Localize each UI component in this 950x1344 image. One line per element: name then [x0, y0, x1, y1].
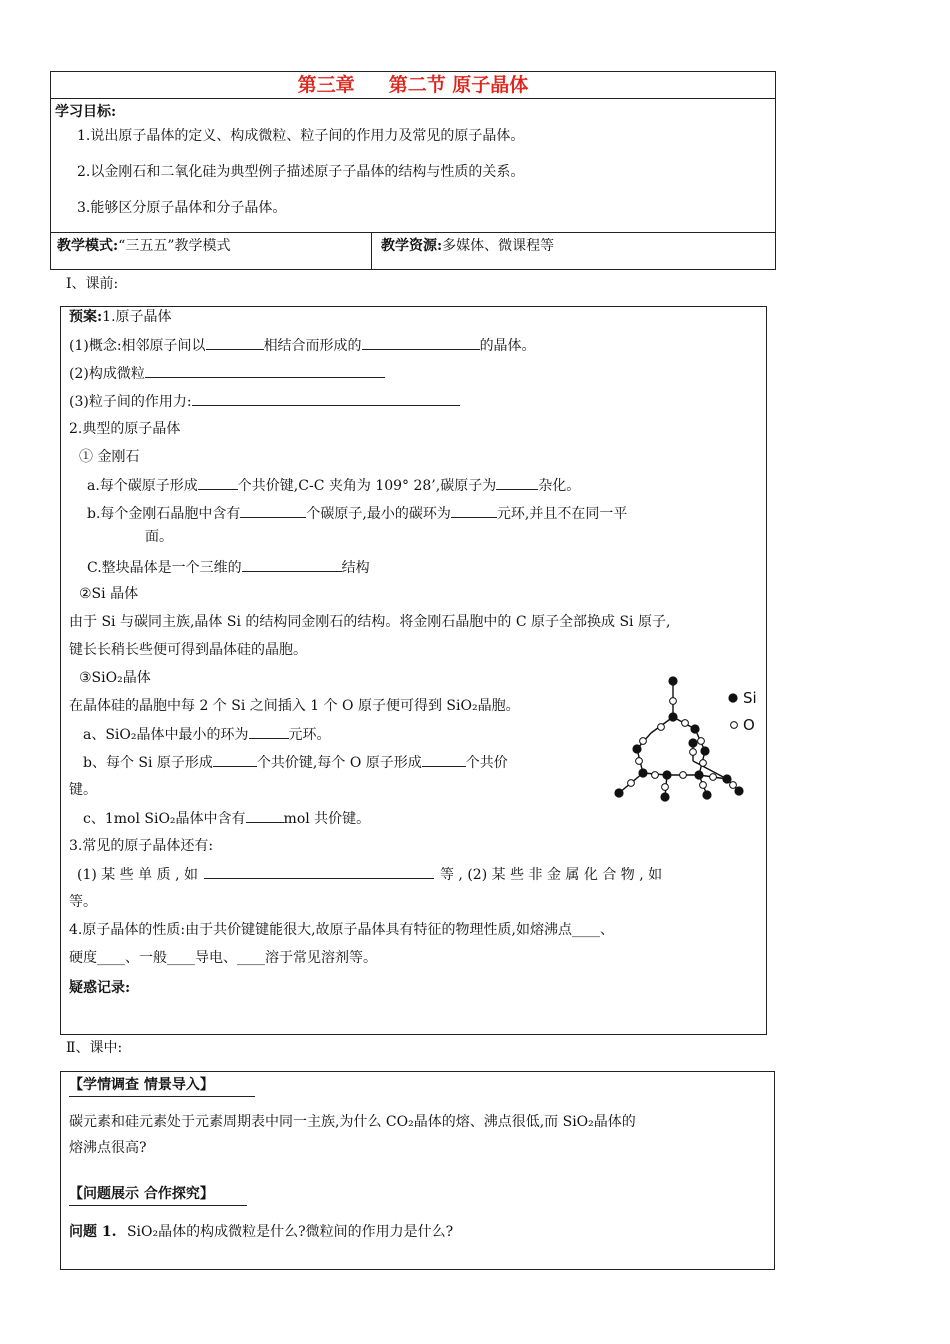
blank[interactable] [496, 475, 538, 490]
diamond-a-text: 个共价键,C-C 夹角为 109° 28’,碳原子为 [237, 478, 497, 494]
sio2-b-text: b、每个 Si 原子形成 [83, 755, 213, 771]
resource-label: 教学资源: [381, 238, 443, 254]
concept-text-c: 的晶体。 [479, 338, 536, 354]
blank[interactable] [204, 864, 434, 879]
goal-1: 1.说出原子晶体的定义、构成微粒、粒子间的作用力及常见的原子晶体。 [77, 128, 525, 144]
heading-1: 1.原子晶体 [102, 309, 172, 325]
goal-2: 2.以金刚石和二氧化硅为典型例子描述原子子晶体的结构与性质的关系。 [77, 164, 525, 180]
diamond-c-text: 结构 [341, 560, 370, 576]
blank[interactable] [192, 391, 460, 406]
question-1-text: SiO₂晶体的构成微粒是什么?微粒间的作用力是什么? [126, 1224, 454, 1240]
sio2-a-text: 元环。 [288, 727, 331, 743]
header-table [50, 71, 776, 270]
sio2-a-text: a、SiO₂晶体中最小的环为 [83, 727, 249, 743]
goal-3: 3.能够区分原子晶体和分子晶体。 [77, 200, 287, 216]
properties-text: 硬度____、一般____导电、____溶于常见溶剂等。 [69, 950, 377, 966]
diamond-a-text: a.每个碳原子形成 [87, 478, 198, 494]
blank[interactable] [213, 752, 257, 767]
blank[interactable] [422, 752, 466, 767]
diamond-b-text: 元环,并且不在同一平 [496, 506, 628, 522]
sio2-heading: ③SiO₂晶体 [79, 670, 151, 686]
question-1-label: 问题 1. [69, 1224, 117, 1240]
mode-row [51, 232, 775, 270]
si-text-1: 由于 Si 与碳同主族,晶体 Si 的结构同金刚石的结构。将金刚石晶胞中的 C 原子全部换成 Si 原子, [69, 614, 671, 630]
legend-si-dot [728, 693, 737, 702]
in-class-box [60, 1071, 775, 1270]
legend-si-label: Si [743, 689, 757, 707]
section-before-class: Ⅰ、课前: [66, 276, 119, 292]
legend-o-dot [731, 722, 738, 729]
heading-3: 3.常见的原子晶体还有: [69, 838, 214, 854]
si-heading: ②Si 晶体 [79, 586, 139, 602]
sio2-text: 在晶体硅的晶胞中每 2 个 Si 之间插入 1 个 O 原子便可得到 SiO₂晶胞。 [69, 698, 520, 714]
sio2-c-text: c、1mol SiO₂晶体中含有 [83, 811, 246, 827]
intro-text-1: 碳元素和硅元素处于元素周期表中同一主族,为什么 CO₂晶体的熔、沸点很低,而 SiO₂晶体的 [69, 1114, 636, 1130]
sio2-b-cont: 键。 [69, 782, 97, 798]
preview-label: 预案: [69, 309, 103, 325]
mode-label: 教学模式: [57, 238, 119, 254]
tag-problem: 【问题展示 合作探究】 [69, 1186, 214, 1202]
goals-label: 学习目标: [55, 104, 117, 120]
tag-situation: 【学情调查 情景导入】 [69, 1077, 214, 1093]
blank[interactable] [246, 808, 284, 823]
particles-text: (2)构成微粒 [69, 366, 145, 382]
preview-box [60, 306, 767, 1035]
blank[interactable] [198, 475, 238, 490]
blank[interactable] [242, 557, 342, 572]
blank[interactable] [249, 724, 289, 739]
heading-4: 4.原子晶体的性质:由于共价键键能很大,故原子晶体具有特征的物理性质,如熔沸点____、 [69, 922, 614, 938]
section-in-class: Ⅱ、课中: [66, 1040, 123, 1056]
diamond-b-text: 个碳原子,最小的碳环为 [306, 506, 451, 522]
sio2-c-text: mol 共价键。 [283, 811, 371, 827]
concept-text-a: (1)概念:相邻原子间以 [69, 338, 206, 354]
common-text: 等 , (2) 某 些 非 金 属 化 合 物 , 如 [439, 867, 663, 883]
bond-lines [619, 681, 739, 797]
blank[interactable] [451, 503, 497, 518]
sio2-b-text: 个共价 [465, 755, 508, 771]
resource-value: 多媒体、微课程等 [442, 238, 555, 254]
doubts-label: 疑惑记录: [69, 980, 131, 996]
legend-o-label: O [743, 716, 755, 734]
common-cont: 等。 [69, 894, 97, 910]
intro-text-2: 熔沸点很高? [69, 1140, 147, 1156]
force-text: (3)粒子间的作用力: [69, 394, 192, 410]
blank[interactable] [362, 335, 480, 350]
diamond-a-text: 杂化。 [538, 478, 581, 494]
mode-value: “三五五”教学模式 [118, 238, 231, 254]
title-section: 第二节 原子晶体 [388, 74, 529, 96]
sio2-b-text: 个共价键,每个 O 原子形成 [256, 755, 422, 771]
si-text-2: 键长长稍长些便可得到晶体硅的晶胞。 [69, 642, 307, 658]
divider [371, 233, 372, 270]
diamond-b-cont: 面。 [145, 529, 173, 545]
tag-underline [69, 1096, 255, 1097]
diamond-heading: ① 金刚石 [79, 449, 140, 465]
blank[interactable] [206, 335, 264, 350]
blank[interactable] [240, 503, 306, 518]
diamond-c-text: C.整块晶体是一个三维的 [87, 560, 242, 576]
concept-text-b: 相结合而形成的 [263, 338, 362, 354]
diamond-b-text: b.每个金刚石晶胞中含有 [87, 506, 241, 522]
page-title [51, 72, 775, 99]
title-chapter: 第三章 [297, 74, 355, 96]
heading-2: 2.典型的原子晶体 [69, 421, 181, 437]
tag-underline [69, 1205, 247, 1206]
common-text: (1) 某 些 单 质 , 如 [77, 867, 198, 883]
sio2-structure-figure [609, 671, 769, 805]
blank[interactable] [145, 363, 385, 378]
